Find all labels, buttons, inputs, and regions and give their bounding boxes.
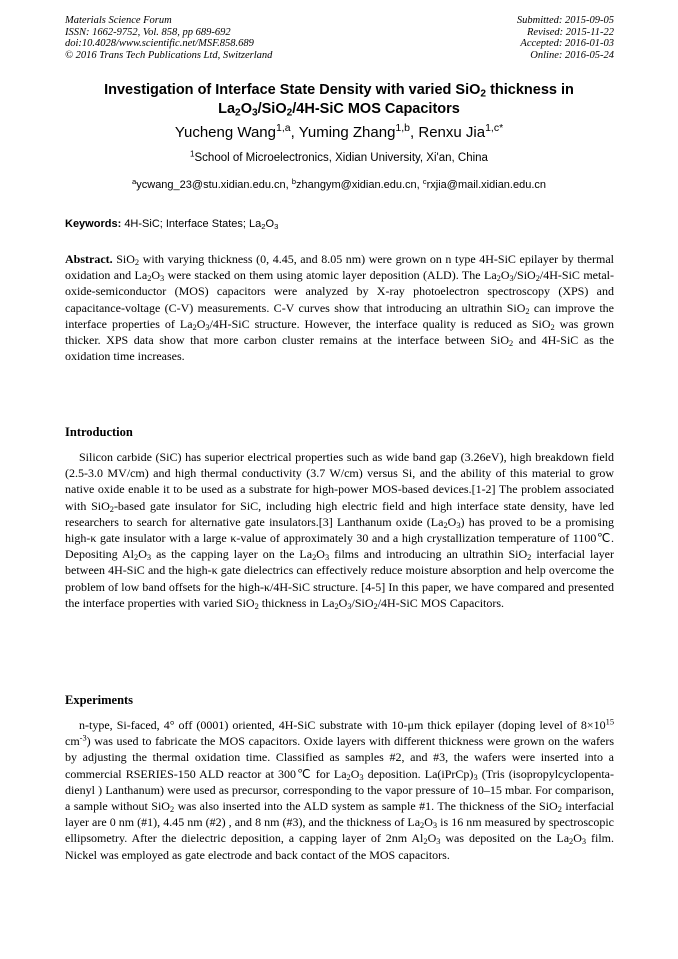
date-online: Online: 2016-05-24 [530, 49, 614, 61]
affiliation: $^1$School of Microelectronics, Xidian University, Xi'an, China [190, 149, 488, 164]
date-submitted: Submitted: 2015-09-05 [516, 15, 614, 26]
author-name: Renxu Jia [418, 124, 486, 141]
email-address[interactable]: zhangym@xidian.edu.cn [296, 179, 417, 191]
author-name: Yuming Zhang [298, 124, 396, 141]
author-name: Yucheng Wang [174, 124, 276, 141]
journal-doi: doi:10.4028/www.scientific.net/MSF.858.689 [65, 38, 254, 49]
email-address[interactable]: rxjia@mail.xidian.edu.cn [426, 179, 547, 191]
keywords-label: Keywords: [65, 218, 122, 230]
author-list: Yucheng Wang$^{1,a}$, Yuming Zhang$^{1,b}$, Renxu Jia$^{1,c*}$ [174, 122, 504, 141]
abstract: Abstract. SiO$_2$ with varying thickness (0, 4.45, and 8.05 nm) were grown on n type 4H-SiC epilayer by thermal oxidation and $La_2O_3$ were stacked on them using atomic layer deposition (ALD). The $La_2O_3/SiO_2/4H$-SiC metal-oxide-semiconductor (MOS) capacitors were analyzed by X-ray photoelectron spectroscopy (XPS) and capacitance-voltage (C-V) measurements. C-V curves show that introducing an ultrathin SiO$_2$ can improve the interface properties of $La_2O_3/4H$-SiC structure. However, the interface quality is reduced as SiO$_2$ was grown thicker. XPS data show that more carbon cluster remains at the interface between SiO$_2$ and 4H-SiC as the oxidation time increases. [65, 252, 614, 364]
journal-issn: ISSN: 1662-9752, Vol. 858, pp 689-692 [65, 26, 231, 38]
introduction-paragraph: Silicon carbide (SiC) has superior electrical properties such as wide band gap (3.26eV), high breakdown field (2.5-3.0 MV/cm) and high thermal conductivity (3.7 W/cm) versus Si, and the ability of this material to grow native oxide enable it to be used as a substrate for high-power MOS-based devices.[1-2] The problem associated with SiO$_2$-based gate insulator for SiC, including high electric field and high interface state density, have led researchers to search for alternative gate insulators.[3] Lanthanum oxide $(La_2O_3)$ has proved to be a promising high-κ gate insulator with a large κ-value of approximately 30 and a high crystallization temperature of 1100℃. Depositing $Al_2O_3$ as the capping layer on the $La_2O_3$ films and introducing an ultrathin SiO$_2$ interfacial layer between 4H-SiC and the high-κ gate dielectrics can effectively reduce moisture absorption and help overcome the problem of low band offsets for the high-κ/4H-SiC structure. [4-5] In this paper, we have compared and presented the interface properties with varied SiO$_2$ thickness in $La_2O_3/SiO_2/4H$-SiC MOS Capacitors. [65, 450, 615, 611]
journal-name: Materials Science Forum [65, 15, 172, 26]
email-address[interactable]: ycwang_23@stu.xidian.edu.cn [136, 179, 286, 191]
section-heading-introduction: Introduction [65, 425, 133, 439]
author-emails: $^a$ycwang_23@stu.xidian.edu.cn, $^b$zhangym@xidian.edu.cn, $^c$rxjia@mail.xidian.edu.cn [131, 176, 547, 191]
section-heading-experiments: Experiments [65, 693, 134, 707]
abstract-label: Abstract. [65, 252, 113, 266]
date-accepted: Accepted: 2016-01-03 [520, 38, 614, 49]
journal-info [65, 15, 272, 61]
publication-dates [517, 15, 614, 61]
date-revised: Revised: 2015-11-22 [527, 26, 614, 38]
experiments-paragraph: n-type, Si-faced, 4° off (0001) oriented, 4H-SiC substrate with 10-μm thick epilayer (doping level of $8\times 10^{15}$ $cm^{-3}$) was used to fabricate the MOS capacitors. Oxide layers with different thickness were grown on the wafers by adjusting the thermal oxidation time. Classified as samples #2, and #3, the wafers were inserted into a commercial RSERIES-150 ALD reactor at 300℃ for $La_2O_3$ deposition. $La(iPrCp)_3$ (Tris (isopropylcyclopenta-dienyl ) Lanthanum) were used as precursor, corresponding to the vapor pressure of 10–15 mbar. For comparison, a sample without SiO$_2$ was also inserted into the ALD system as sample #1. The thickness of the SiO$_2$ interfacial layer are 0 nm (#1), 4.45 nm (#2) , and 8 nm (#3), and the thickness of $La_2O_3$ is 16 nm measured by spectroscopic ellipsometry. After the dielectric deposition, a capping layer of 2nm $Al_2O_3$ was deposited on the $La_2O_3$ film. Nickel was employed as gate electrode and back contact of the MOS capacitors. [65, 717, 615, 862]
keywords: Keywords: 4H-SiC; Interface States; $La_2O_3$ [65, 218, 279, 231]
paper-title: Investigation of Interface State Density with varied SiO$_2$ thickness in $La_2O_3/SiO_2/4H$-SiC MOS Capacitors [104, 82, 574, 119]
journal-copyright: © 2016 Trans Tech Publications Ltd, Switzerland [65, 49, 273, 61]
